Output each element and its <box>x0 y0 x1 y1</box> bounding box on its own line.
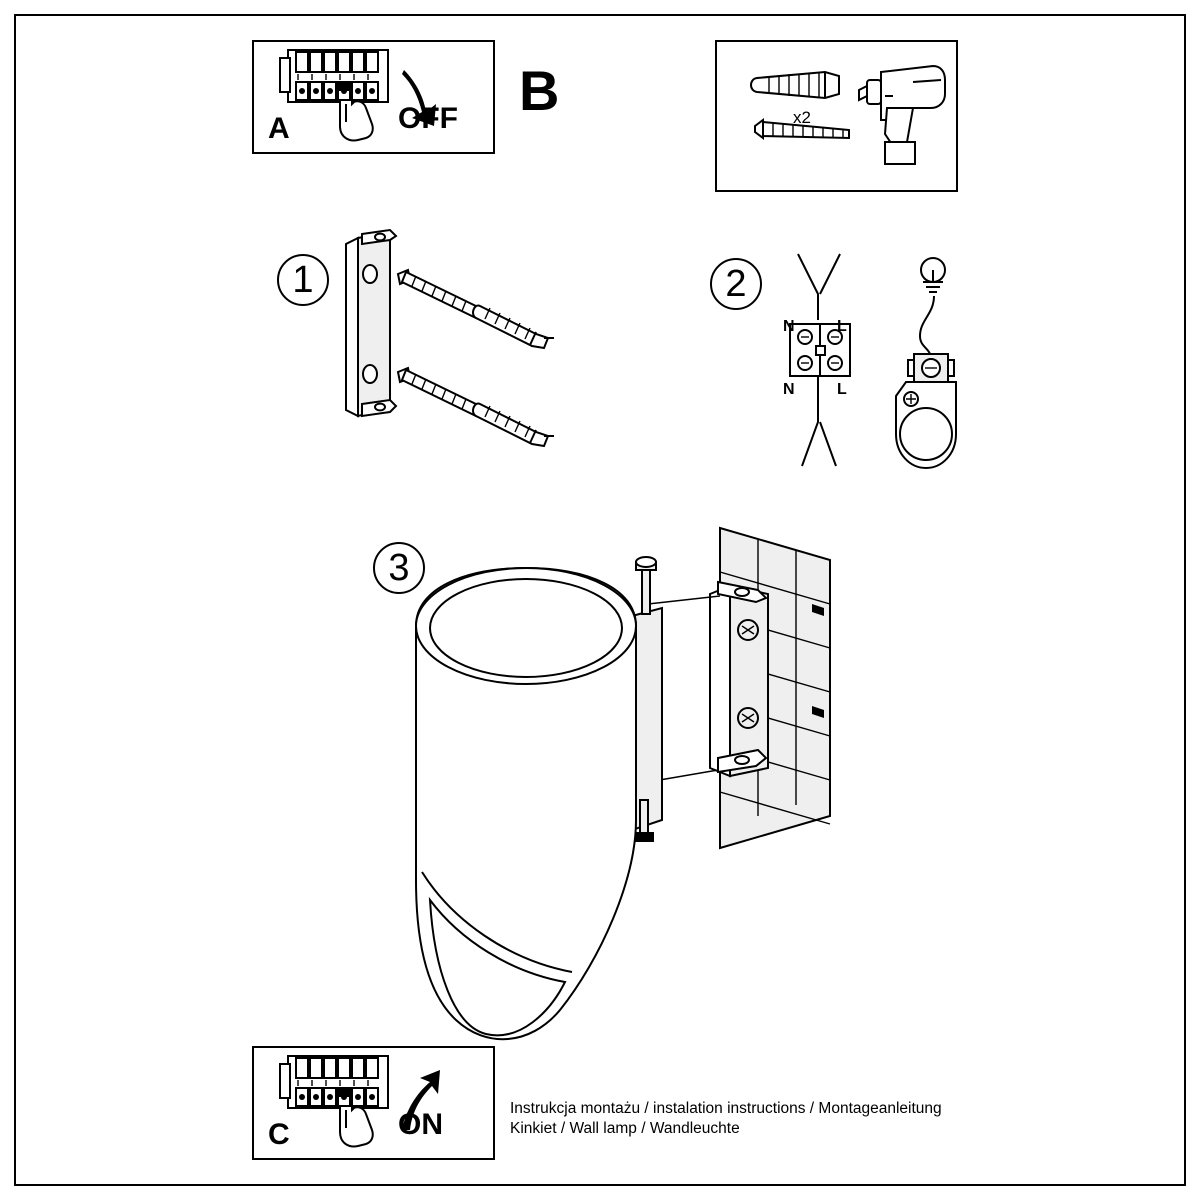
section-b-title: B <box>519 59 560 122</box>
hand-icon <box>340 1106 373 1146</box>
step-1-artwork <box>340 226 630 456</box>
earth-symbol-icon <box>921 258 945 292</box>
wall-plug-upper-icon <box>473 306 554 348</box>
wall-plug-icon <box>751 72 839 98</box>
panel-c-state: ON <box>398 1108 443 1141</box>
lamp-terminal-icon <box>908 354 954 382</box>
wire-pair-bottom <box>802 376 836 466</box>
lamp-cylinder <box>416 568 636 1039</box>
step-2-artwork <box>778 236 988 506</box>
circuit-breaker-icon <box>280 50 388 102</box>
wall-plug-lower-icon <box>473 404 554 446</box>
lamp-body-icon <box>896 382 956 468</box>
panel-a-state: OFF <box>398 102 458 135</box>
hand-icon <box>340 100 373 140</box>
top-screw-icon <box>636 557 656 614</box>
panel-c-artwork <box>254 1048 493 1158</box>
step-2-badge: 2 <box>710 258 762 310</box>
earth-wire <box>920 296 934 354</box>
terminal-label-l-bottom: L <box>837 381 847 398</box>
terminal-label-l-top: L <box>837 318 847 335</box>
screw-upper-icon <box>398 270 480 318</box>
step-3-artwork <box>400 520 860 1070</box>
terminal-label-n-top: N <box>783 318 795 335</box>
wire-pair-top <box>798 254 840 320</box>
panel-b-quantity: x2 <box>793 108 811 127</box>
screw-lower-icon <box>398 368 480 416</box>
step-1-badge: 1 <box>277 254 329 306</box>
step-3-badge: 3 <box>373 542 425 594</box>
footer-line-2: Kinkiet / Wall lamp / Wandleuchte <box>510 1120 740 1137</box>
panel-b <box>715 40 958 192</box>
circuit-breaker-icon <box>280 1056 388 1108</box>
footer-line-1: Instrukcja montażu / instalation instructions / Montageanleitung <box>510 1100 942 1117</box>
drill-icon <box>859 66 945 164</box>
panel-c-label: C <box>268 1118 290 1151</box>
mounting-bracket-icon <box>346 230 396 416</box>
panel-a-label: A <box>268 112 290 145</box>
terminal-label-n-bottom: N <box>783 381 795 398</box>
panel-b-artwork <box>717 42 956 190</box>
